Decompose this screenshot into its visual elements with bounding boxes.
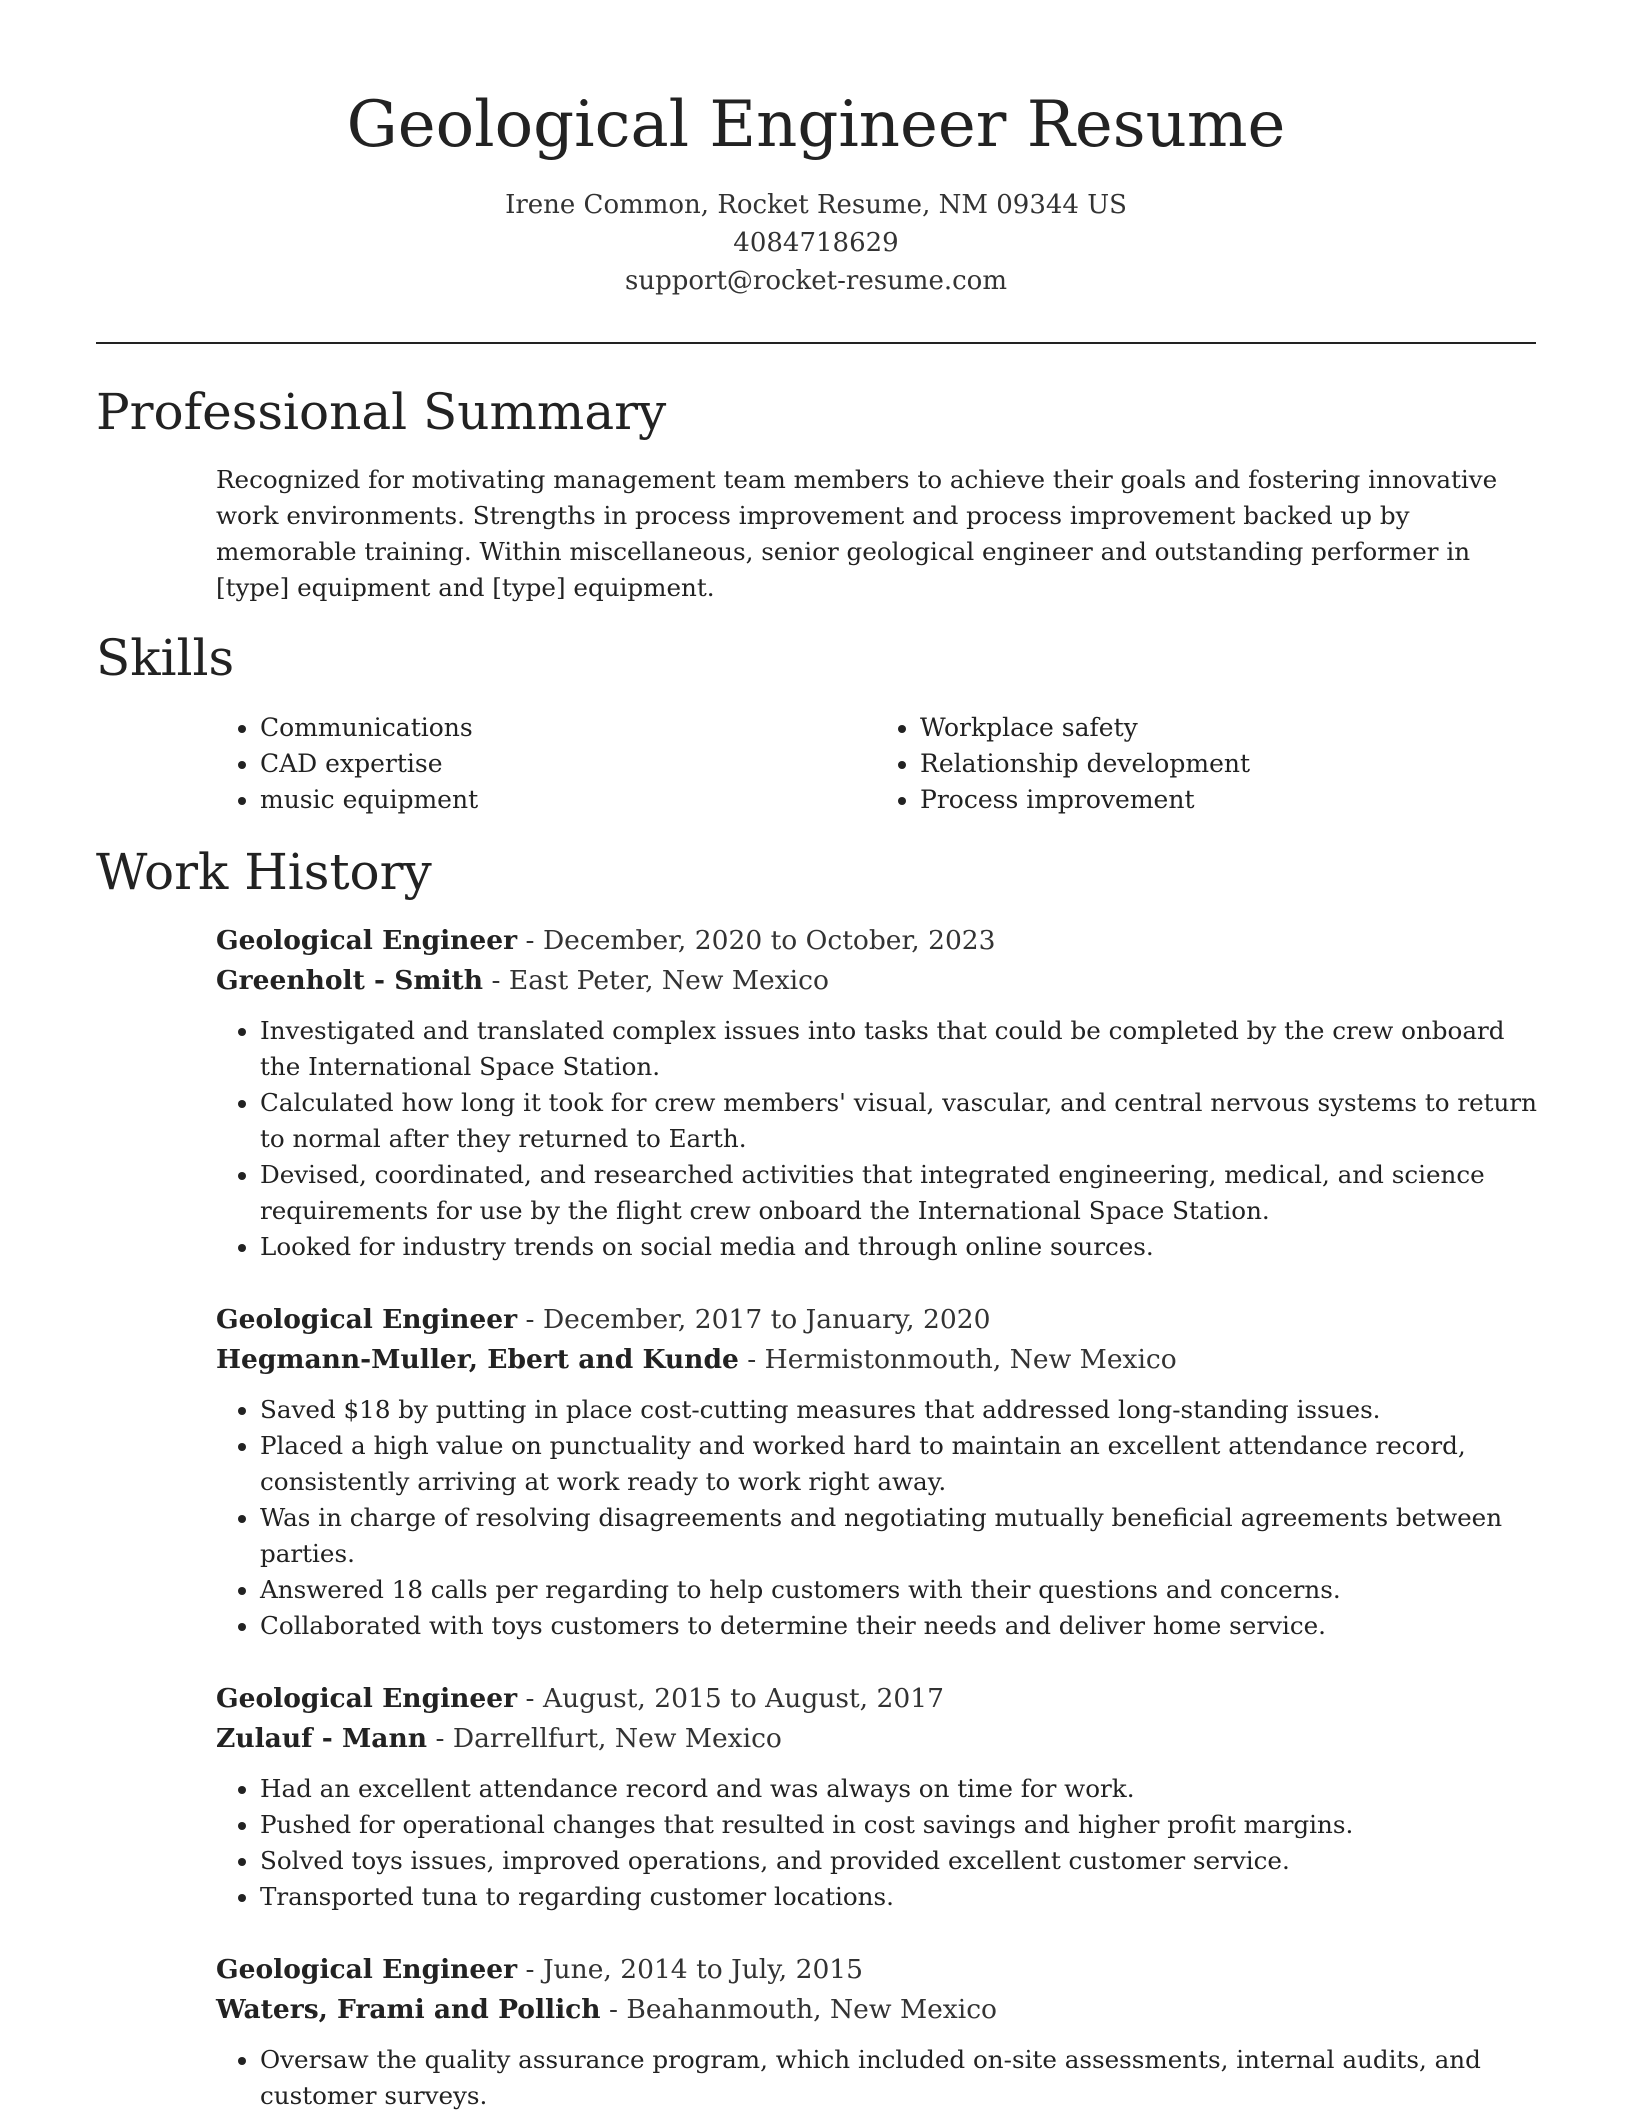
- job-company-line: [216, 1340, 1546, 1380]
- skills-heading: Skills: [96, 629, 235, 687]
- skills-column-left: [216, 710, 876, 818]
- job-title: Geological Engineer: [216, 1954, 518, 1985]
- job-bullet: • Calculated how long it took for crew members' visual, vascular, and central nervous systems to return to normal after they returned to Earth.: [260, 1085, 1546, 1157]
- job-location: East Peter, New Mexico: [508, 965, 829, 996]
- job-bullet: • Devised, coordinated, and researched activities that integrated engineering, medical, and science requirements for use by the flight crew onboard the International Space Station.: [260, 1157, 1546, 1229]
- job-bullet: • Answered 18 calls per regarding to help customers with their questions and concerns.: [260, 1572, 1546, 1608]
- header-divider: [96, 342, 1536, 344]
- job-entry: [216, 1300, 1546, 1644]
- job-bullets: [216, 1392, 1546, 1644]
- job-bullet: • Saved $18 by putting in place cost-cutting measures that addressed long-standing issues.: [260, 1392, 1546, 1428]
- job-title-line: [216, 921, 1546, 961]
- job-bullet: • Collaborated with toys customers to determine their needs and deliver home service.: [260, 1608, 1546, 1644]
- resume-title: Geological Engineer Resume: [346, 88, 1286, 162]
- job-title: Geological Engineer: [216, 1683, 518, 1714]
- job-location: Darrellfurt, New Mexico: [452, 1723, 782, 1754]
- job-bullets: [216, 2042, 1546, 2112]
- summary-text: Recognized for motivating management team members to achieve their goals and fostering innovative work environments. Strengths in process improvement and process improvement backed up by memorable training. Within miscellaneous, senior geological engineer and outstanding performer in [type] equipment and [type] equipment.: [216, 465, 1498, 602]
- job-bullet: • Oversaw the quality assurance program, which included on-site assessments, internal audits, and customer surveys.: [260, 2042, 1546, 2112]
- skills-column-right: [876, 710, 1536, 818]
- job-company: Hegmann-Muller, Ebert and Kunde: [216, 1344, 739, 1375]
- job-bullets: [216, 1013, 1546, 1265]
- job-bullet: • Placed a high value on punctuality and worked hard to maintain an excellent attendance record, consistently arriving at work ready to work right away.: [260, 1428, 1546, 1500]
- contact-address: Irene Common, Rocket Resume, NM 09344 US: [505, 190, 1127, 220]
- job-title-line: [216, 1950, 1546, 1990]
- contact-phone: 4084718629: [733, 228, 899, 258]
- job-entry: [216, 921, 1546, 1265]
- skill-item: • Communications: [260, 710, 876, 746]
- job-bullet: • Solved toys issues, improved operations, and provided excellent customer service.: [260, 1843, 1546, 1879]
- job-location: Beahanmouth, New Mexico: [626, 1994, 997, 2025]
- job-company-line: [216, 1990, 1546, 2030]
- job-bullet: • Had an excellent attendance record and was always on time for work.: [260, 1771, 1546, 1807]
- skills-list: [216, 710, 1536, 818]
- skill-item: • Relationship development: [920, 746, 1536, 782]
- job-company-line: [216, 1719, 1546, 1759]
- separator: -: [517, 1683, 543, 1714]
- job-bullet: • Investigated and translated complex issues into tasks that could be completed by the crew onboard the International Space Station.: [260, 1013, 1546, 1085]
- contact-email: support@rocket-resume.com: [624, 266, 1007, 296]
- job-title-line: [216, 1679, 1546, 1719]
- skill-item: • music equipment: [260, 782, 876, 818]
- job-bullet: • Was in charge of resolving disagreements and negotiating mutually beneficial agreements between parties.: [260, 1500, 1546, 1572]
- skill-item: • Workplace safety: [920, 710, 1536, 746]
- work-history-heading: Work History: [96, 843, 432, 901]
- job-company-line: [216, 961, 1546, 1001]
- separator: -: [517, 1304, 543, 1335]
- summary-heading: Professional Summary: [96, 383, 667, 441]
- job-company: Zulauf - Mann: [216, 1723, 428, 1754]
- job-dates: August, 2015 to August, 2017: [542, 1683, 944, 1714]
- job-entry: [216, 1950, 1546, 2112]
- job-title: Geological Engineer: [216, 1304, 518, 1335]
- separator: -: [517, 1954, 543, 1985]
- separator: -: [483, 965, 509, 996]
- job-bullet: • Pushed for operational changes that resulted in cost savings and higher profit margins.: [260, 1807, 1546, 1843]
- job-company: Waters, Frami and Pollich: [216, 1994, 601, 2025]
- separator: -: [517, 925, 543, 956]
- job-location: Hermistonmouth, New Mexico: [764, 1344, 1177, 1375]
- job-dates: December, 2020 to October, 2023: [542, 925, 996, 956]
- contact-info: [0, 186, 1632, 300]
- job-bullets: [216, 1771, 1546, 1915]
- job-title-line: [216, 1300, 1546, 1340]
- separator: -: [600, 1994, 627, 2025]
- job-entry: [216, 1679, 1546, 1915]
- job-company: Greenholt - Smith: [216, 965, 484, 996]
- job-dates: December, 2017 to January, 2020: [542, 1304, 991, 1335]
- separator: -: [738, 1344, 765, 1375]
- resume-header: [0, 0, 1632, 300]
- job-dates: June, 2014 to July, 2015: [542, 1954, 864, 1985]
- job-title: Geological Engineer: [216, 925, 518, 956]
- job-bullet: • Transported tuna to regarding customer locations.: [260, 1879, 1546, 1915]
- separator: -: [427, 1723, 453, 1754]
- job-bullet: • Looked for industry trends on social media and through online sources.: [260, 1229, 1546, 1265]
- skill-item: • Process improvement: [920, 782, 1536, 818]
- skill-item: • CAD expertise: [260, 746, 876, 782]
